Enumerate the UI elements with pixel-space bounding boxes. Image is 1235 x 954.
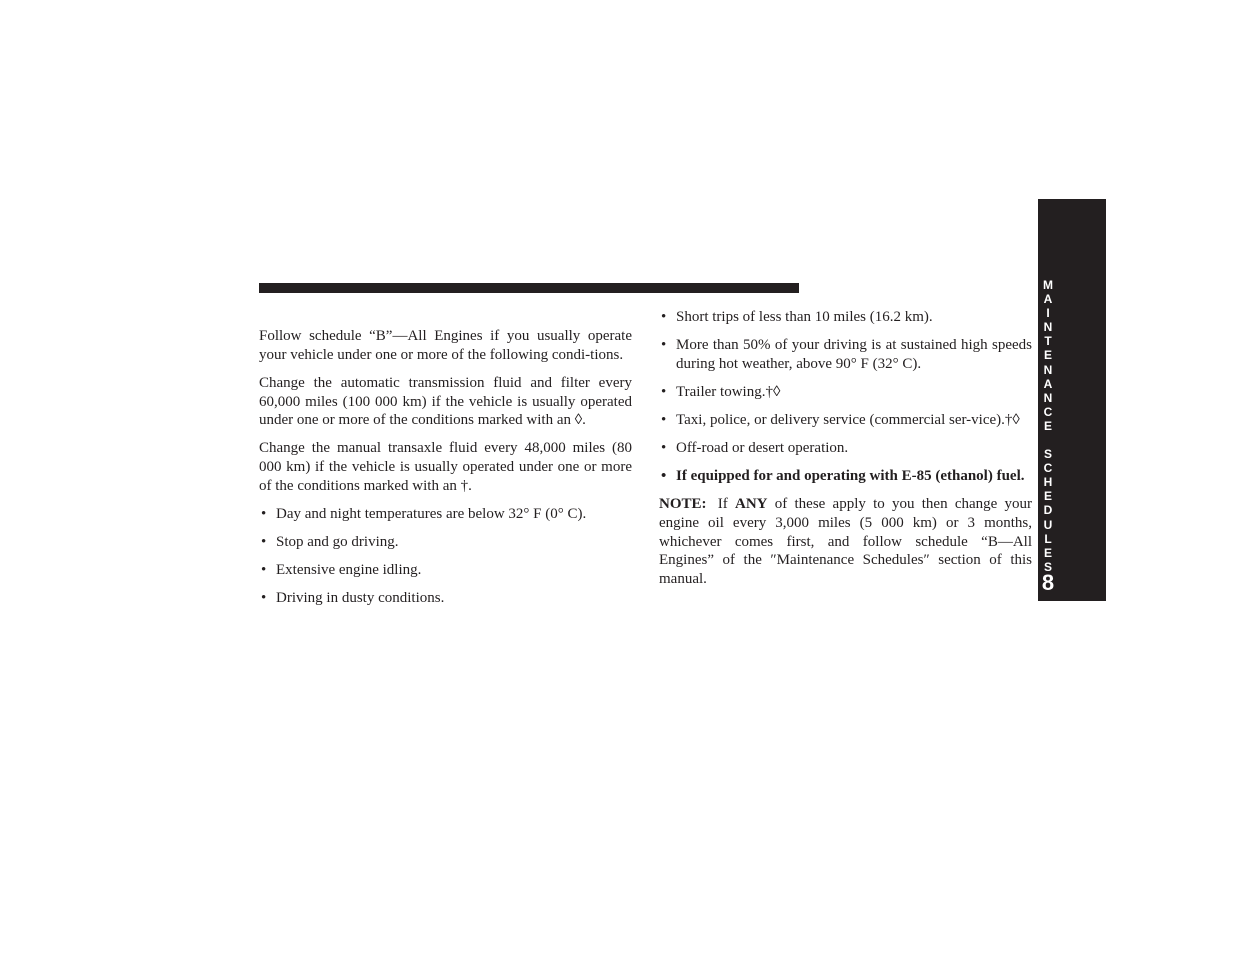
- bullet-icon: •: [661, 468, 667, 485]
- condition-list-left: [259, 505, 632, 608]
- list-item: [259, 533, 632, 552]
- side-tab-letter: I: [1046, 306, 1050, 321]
- side-tab-letter: E: [1043, 545, 1052, 560]
- side-tab-letter: N: [1043, 390, 1053, 405]
- side-tab-letter: S: [1043, 559, 1052, 574]
- list-item: [659, 336, 1032, 373]
- list-item-text: Off-road or desert operation.: [676, 440, 849, 457]
- list-item-text: Taxi, police, or delivery service (commercial ser-vice).†◊: [676, 411, 1020, 428]
- list-item: [259, 589, 632, 608]
- side-tab-letter: N: [1043, 362, 1053, 377]
- bullet-icon: •: [261, 505, 267, 522]
- list-item-text: More than 50% of your driving is at sustained high speeds during hot weather, above 90° F (32° C).: [676, 337, 1032, 372]
- list-item: [259, 561, 632, 580]
- list-item-text: Trailer towing.†◊: [676, 383, 781, 400]
- side-tab-letter: E: [1043, 418, 1052, 433]
- side-tab-letter: D: [1043, 503, 1053, 518]
- bullet-icon: •: [661, 411, 667, 428]
- bullet-icon: •: [661, 383, 667, 400]
- right-column: [659, 308, 1032, 598]
- list-item-text: Short trips of less than 10 miles (16.2 km).: [676, 309, 933, 325]
- condition-list-right: [659, 308, 1032, 486]
- side-tab-letter: U: [1043, 517, 1053, 532]
- note-label: NOTE:: [659, 496, 707, 513]
- list-item: [659, 308, 1032, 327]
- side-tab-letter: L: [1044, 531, 1052, 546]
- list-item-text: Stop and go driving.: [276, 533, 399, 550]
- chapter-side-tab: [1038, 199, 1106, 601]
- bullet-icon: •: [261, 590, 267, 607]
- bullet-icon: •: [661, 440, 667, 457]
- side-tab-letter: E: [1043, 348, 1052, 363]
- note-text-after: of these apply to you then change your engine oil every 3,000 miles (5 000 km) or 3 months, whichever comes first, and follow schedule “B—All Engines” of the ″Maintenance Schedules″ section of this manual.: [659, 496, 1033, 588]
- side-tab-title: [1039, 278, 1057, 574]
- bullet-icon: •: [261, 561, 267, 578]
- left-column: [259, 327, 632, 617]
- note-emphasis: ANY: [735, 496, 768, 513]
- side-tab-letter: C: [1043, 461, 1053, 476]
- side-tab-letter: E: [1043, 489, 1052, 504]
- side-tab-letter: H: [1043, 475, 1053, 490]
- side-tab-letter: N: [1043, 320, 1053, 335]
- list-item: [659, 439, 1032, 458]
- note-paragraph: [659, 495, 1032, 589]
- side-tab-letter: C: [1043, 404, 1053, 419]
- side-tab-word-gap: [1039, 433, 1057, 447]
- paragraph-schedule-b: Follow schedule “B”—All Engines if you usually operate your vehicle under one or more of the following condi-tions.: [259, 328, 632, 363]
- list-item-e85: [659, 467, 1032, 486]
- side-tab-letter: M: [1043, 278, 1053, 292]
- note-text-before: If: [717, 496, 728, 513]
- list-item-text: Driving in dusty conditions.: [276, 590, 445, 607]
- chapter-number: 8: [1041, 570, 1055, 595]
- side-tab-letter: T: [1044, 334, 1052, 349]
- section-top-rule: [259, 283, 799, 293]
- list-item-text: If equipped for and operating with E-85 (ethanol) fuel.: [676, 468, 1025, 485]
- side-tab-letter: S: [1043, 447, 1052, 462]
- side-tab-letter: A: [1043, 292, 1053, 307]
- side-tab-letter: A: [1043, 376, 1053, 391]
- paragraph-automatic-transmission: Change the automatic transmission fluid and filter every 60,000 miles (100 000 km) if the vehicle is usually operated under one or more of the conditions marked with an ◊.: [259, 374, 632, 429]
- bullet-icon: •: [661, 337, 667, 354]
- bullet-icon: •: [261, 533, 267, 550]
- list-item-text: Day and night temperatures are below 32° F (0° C).: [276, 505, 587, 522]
- paragraph-manual-transaxle: Change the manual transaxle fluid every 48,000 miles (80 000 km) if the vehicle is usually operated under one or more of the conditions marked with an †.: [259, 440, 632, 494]
- list-item-text: Extensive engine idling.: [276, 561, 422, 578]
- list-item: [659, 411, 1032, 430]
- list-item: [259, 505, 632, 524]
- bullet-icon: •: [661, 309, 667, 325]
- list-item: [659, 383, 1032, 402]
